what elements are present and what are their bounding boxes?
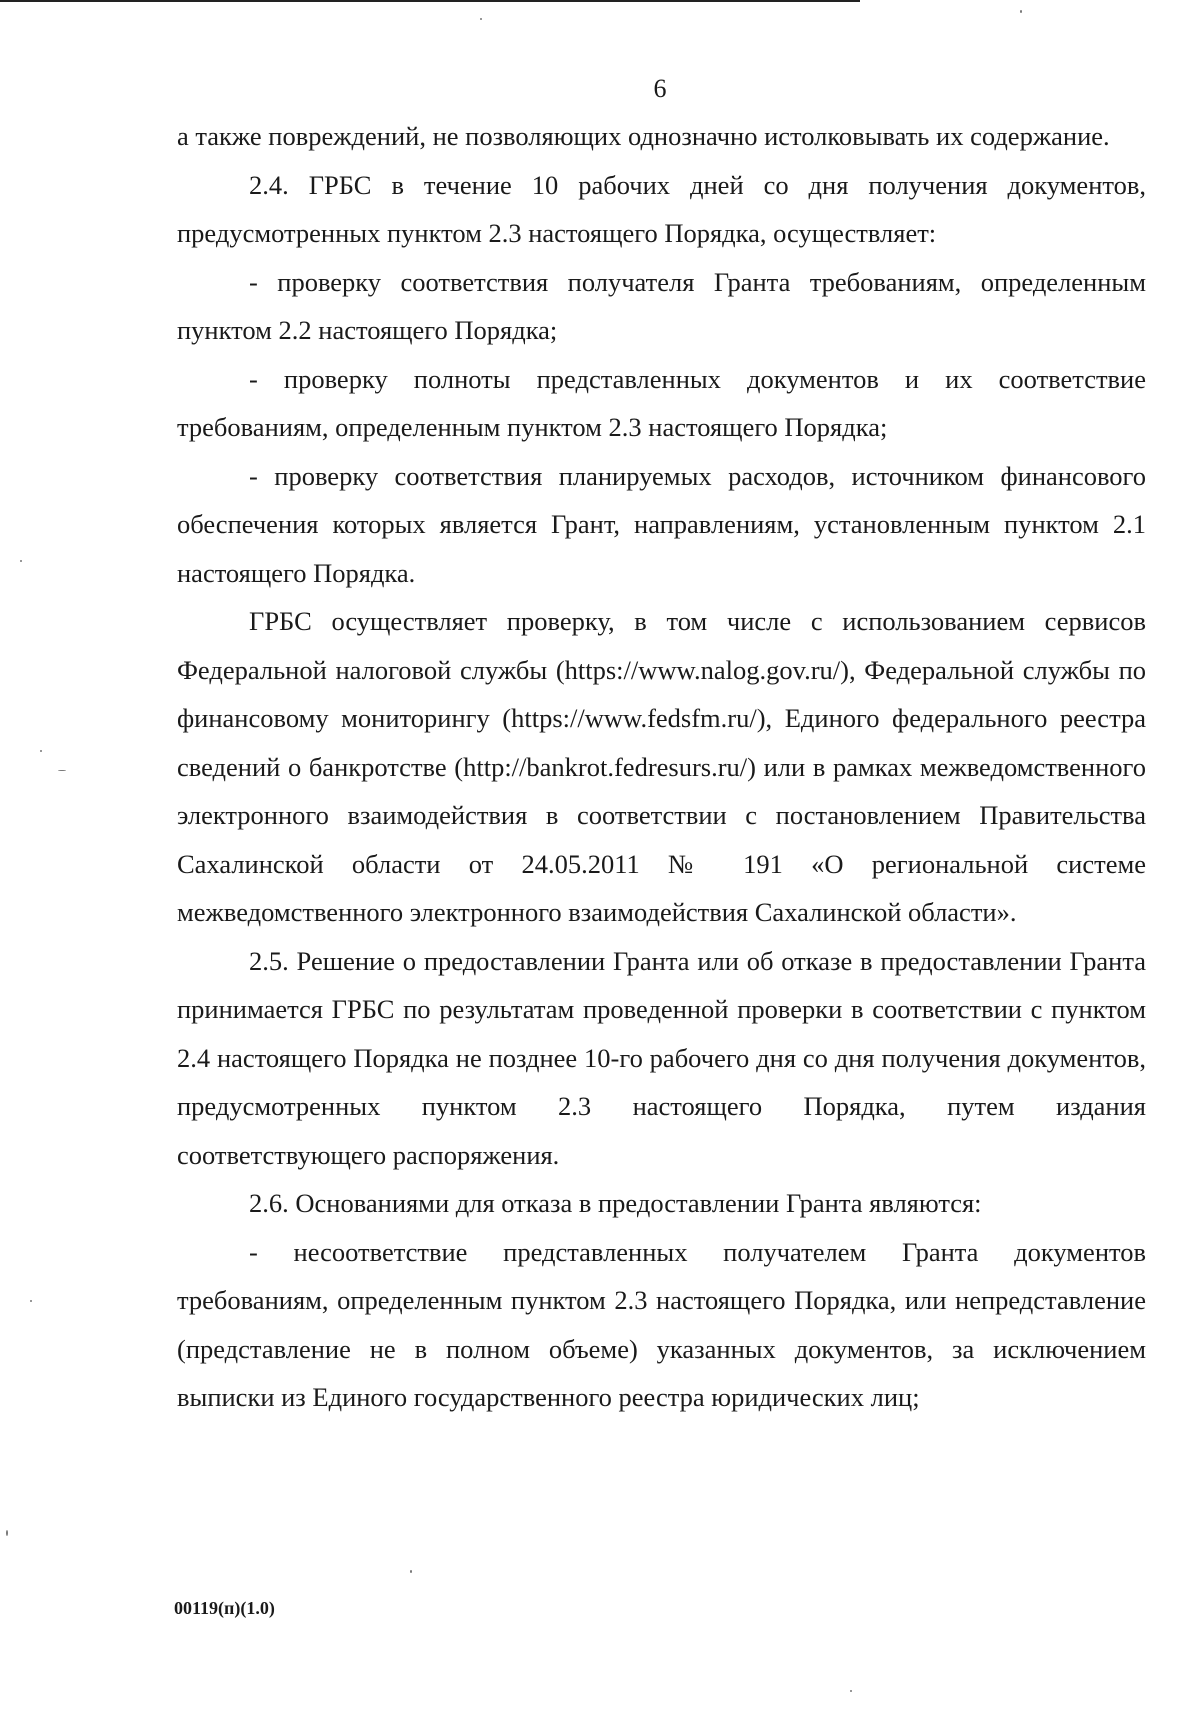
scan-speck	[480, 18, 482, 20]
paragraph: - проверку соответствия планируемых расходов, источником финансового обеспечения которых является Грант, направлениям, установленным пунктом 2.1 настоящего Порядка.	[177, 460, 1146, 588]
paragraph: - несоответствие представленных получателем Гранта документов требованиям, определенным пунктом 2.3 настоящего Порядка, или непредставление (представление не в полном объеме) указанных документов, за исключением выписки из Единого государственного реестра юридических лиц;	[177, 1236, 1146, 1412]
paragraph: - проверку полноты представленных документов и их соответствие требованиям, определенным пунктом 2.3 настоящего Порядка;	[177, 363, 1146, 442]
paragraph: а также повреждений, не позволяющих однозначно истолковывать их содержание.	[177, 121, 1110, 151]
scan-speck	[20, 560, 22, 562]
page-number: 6	[653, 74, 667, 103]
scan-speck	[40, 750, 42, 752]
scan-top-edge	[0, 0, 860, 2]
scan-speck	[30, 1300, 32, 1302]
paragraph: - проверку соответствия получателя Гранта требованиям, определенным пунктом 2.2 настоящего Порядка;	[177, 266, 1146, 345]
paragraph: 2.6. Основаниями для отказа в предоставлении Гранта являются:	[249, 1188, 982, 1218]
document-code: 00119(п)(1.0)	[174, 1598, 275, 1618]
document-body	[177, 112, 1146, 1422]
paragraph: 2.5. Решение о предоставлении Гранта или об отказе в предоставлении Гранта принимается ГРБС по результатам проведенной проверки в соответствии с пунктом 2.4 настоящего Порядка не позднее 10-го рабочего дня со дня получения документов, предусмотренных пунктом 2.3 настоящего Порядка, путем издания соответствующего распоряжения.	[177, 945, 1146, 1170]
scan-speck	[6, 1530, 8, 1536]
scan-speck	[410, 1570, 412, 1573]
scan-speck	[1020, 10, 1022, 13]
paragraph: ГРБС осуществляет проверку, в том числе с использованием сервисов Федеральной налоговой службы (https://www.nalog.gov.ru/), Федеральной службы по финансовому мониторингу (https://www.fedsfm.ru/), Единого федерального реестра сведений о банкротстве (http://bankrot.fedresurs.ru/) или в рамках межведомственного электронного взаимодействия в соответствии с постановлением Правительства Сахалинской области от 24.05.2011 № 191 «О региональной системе межведомственного электронного взаимодействия Сахалинской области».	[177, 606, 1146, 927]
scan-speck	[850, 1690, 852, 1692]
paragraph: 2.4. ГРБС в течение 10 рабочих дней со дня получения документов, предусмотренных пунктом 2.3 настоящего Порядка, осуществляет:	[177, 169, 1146, 248]
scan-speck	[58, 770, 66, 771]
